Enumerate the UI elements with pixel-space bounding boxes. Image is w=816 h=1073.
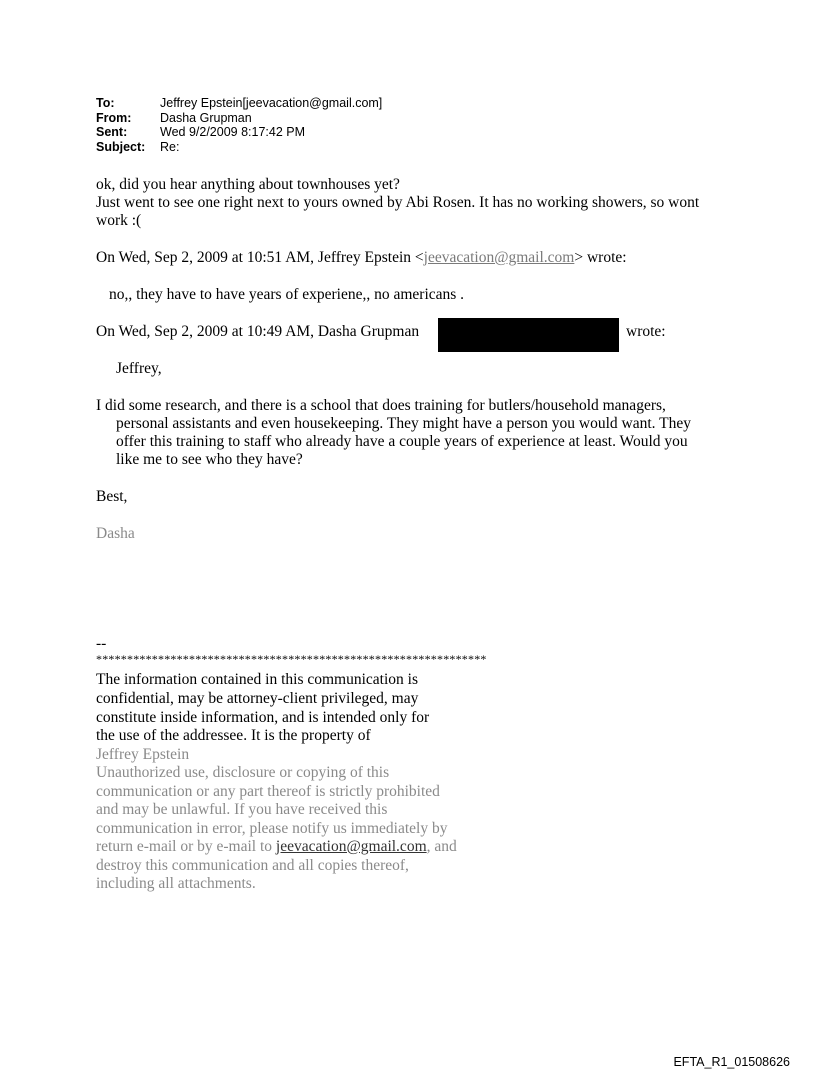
disclaimer-gray-6-suffix: , and [426,838,457,855]
document-id: EFTA_R1_01508626 [673,1055,790,1069]
disclaimer-gray-5: communication in error, please notify us immediately by [96,820,448,837]
sent-row [96,125,382,140]
disclaimer-line-4: the use of the addressee. It is the property of [96,727,371,744]
disclaimer-email-link[interactable]: jeevacation@gmail.com [275,838,427,855]
disclaimer-line-3: constitute inside information, and is intended only for [96,709,430,726]
redaction-box [438,318,619,352]
to-value: Jeffrey Epstein[jeevacation@gmail.com] [160,96,383,110]
body-line-3: work :( [96,212,142,229]
quote2-para-line-4: like me to see who they have? [116,451,303,468]
quote2-closing: Best, [96,488,128,505]
sent-label: Sent: [96,125,128,140]
disclaimer-gray-2: Unauthorized use, disclosure or copying of this [96,764,390,781]
disclaimer-dashes: -- [96,635,107,652]
quote2-suffix: wrote: [626,323,666,340]
disclaimer-gray-3: communication or any part thereof is strictly prohibited [96,783,440,800]
to-row [96,96,382,111]
disclaimer-line-2: confidential, may be attorney-client privileged, may [96,690,419,707]
sent-value: Wed 9/2/2009 8:17:42 PM [160,125,306,140]
disclaimer-stars: *************************************************************** [96,652,487,666]
disclaimer-line-1: The information contained in this communication is [96,671,418,688]
subject-label: Subject: [96,139,146,154]
quote2-para-line-3: offer this training to staff who already have a couple years of experience at least. Would you [116,433,688,450]
body-line-2: Just went to see one right next to yours owned by Abi Rosen. It has no working showers, so wont [96,194,700,211]
disclaimer-gray-8: including all attachments. [96,875,256,892]
disclaimer-gray-1: Jeffrey Epstein [96,746,190,763]
subject-value: Re: [160,139,180,154]
disclaimer-gray-6 [96,838,457,856]
disclaimer-gray-7: destroy this communication and all copies thereof, [96,857,409,874]
disclaimer-gray-6-prefix: return e-mail or by e-mail to [96,838,276,855]
quote1-email-link[interactable]: jeevacation@gmail.com [423,249,575,266]
from-label: From: [96,110,132,125]
to-label: To: [96,96,115,110]
quote1-suffix: > wrote: [574,249,627,266]
quote2-para-line-2: personal assistants and even housekeeping. They might have a person you would want. They [116,415,691,432]
disclaimer-gray-4: and may be unlawful. If you have received this [96,801,388,818]
email-header [96,96,382,154]
from-row [96,111,382,126]
quote1-prefix: On Wed, Sep 2, 2009 at 10:51 AM, Jeffrey Epstein < [96,249,424,266]
body-line-1: ok, did you hear anything about townhouses yet? [96,176,400,193]
from-value: Dasha Grupman [160,110,252,125]
subject-row [96,140,382,155]
quote2-para-line-1: I did some research, and there is a school that does training for butlers/household managers, [96,397,666,414]
quote2-greeting: Jeffrey, [116,360,162,377]
quote1-text: no,, they have to have years of experiene,, no americans . [109,286,465,303]
quote1-attribution [96,249,627,267]
quote2-prefix: On Wed, Sep 2, 2009 at 10:49 AM, Dasha Grupman [96,323,420,340]
quote2-signature: Dasha [96,525,135,542]
